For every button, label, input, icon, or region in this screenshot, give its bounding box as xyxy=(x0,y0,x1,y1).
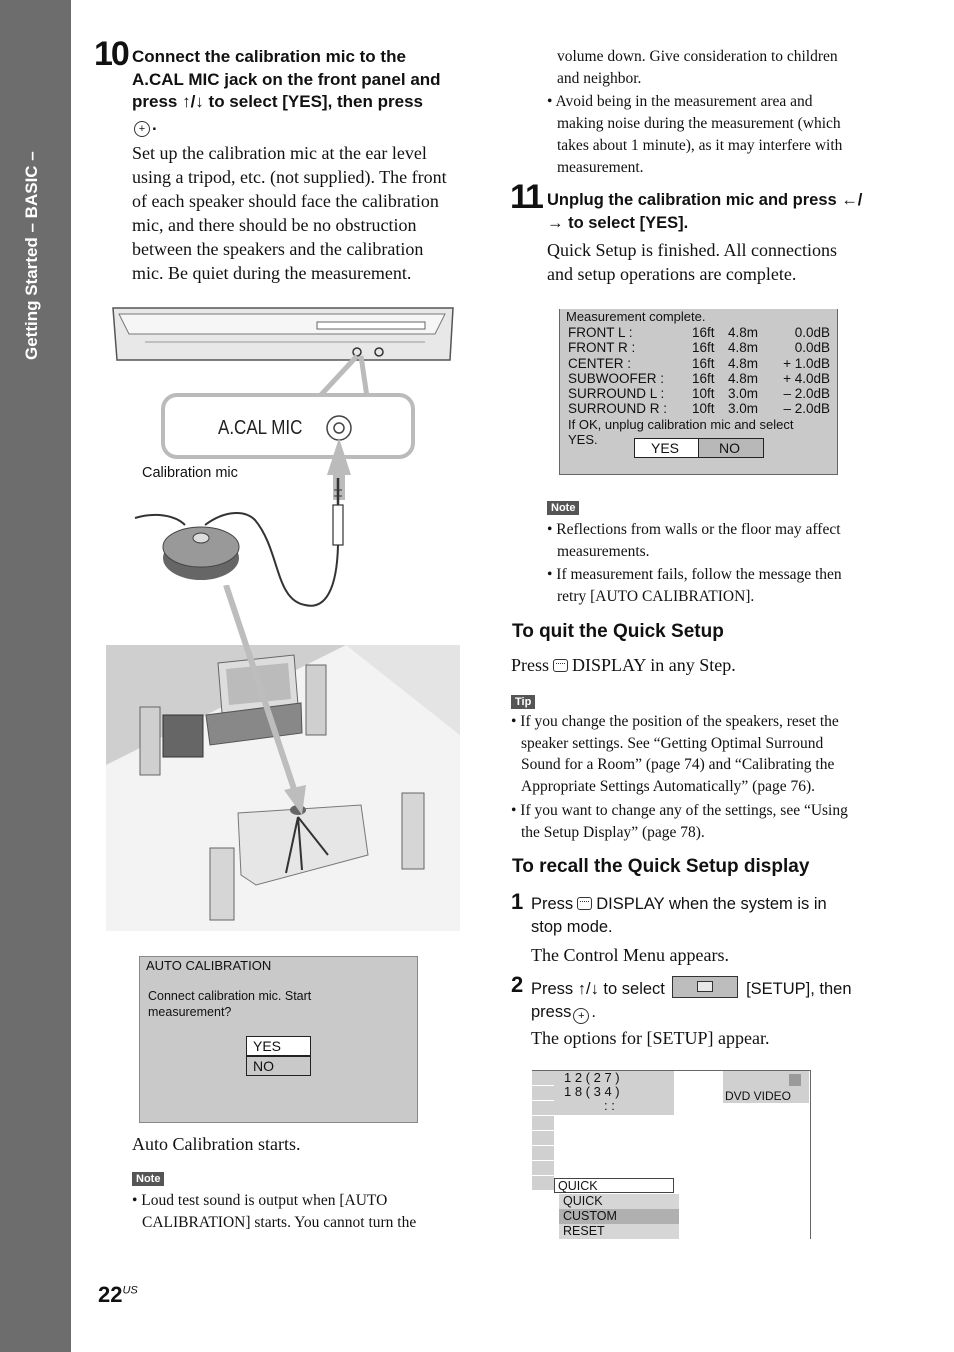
distance-ft-cell: 16ft xyxy=(692,340,715,356)
enter-button-icon: + xyxy=(134,121,150,137)
note-line: and neighbor. xyxy=(557,69,642,87)
distance-m-cell: 4.8m xyxy=(728,340,759,356)
section-label: Getting Started – BASIC – xyxy=(22,151,41,360)
note-line: CALIBRATION] starts. You cannot turn the xyxy=(142,1213,417,1231)
step-11-body xyxy=(547,238,892,286)
plug-icon xyxy=(333,505,343,545)
measurement-row xyxy=(568,325,834,340)
step-11-heading xyxy=(547,189,892,234)
distance-ft-cell: 16ft xyxy=(692,370,715,386)
tip-line: speaker settings. See “Getting Optimal Surround xyxy=(521,734,824,752)
heading-line: Unplug the calibration mic and press ←/ xyxy=(547,191,863,209)
level-cell: – 2.0dB xyxy=(783,386,830,402)
step-10-body xyxy=(132,141,477,285)
mode-panel xyxy=(723,1071,809,1103)
speaker-name-cell: SUBWOOFER : xyxy=(568,370,665,386)
note-line: • If measurement fails, follow the message then xyxy=(547,566,842,584)
quit-text xyxy=(511,653,736,677)
heading-line: press ↑/↓ to select [YES], then press xyxy=(132,92,423,111)
speaker-icon xyxy=(140,707,160,775)
jack-label: A.CAL MIC xyxy=(218,417,303,439)
distance-m-cell: 4.8m xyxy=(728,355,759,371)
body-line: using a tripod, etc. (not supplied). The front xyxy=(132,167,447,187)
mode-label: DVD VIDEO xyxy=(725,1089,792,1103)
body-line: mic. Be quiet during the measurement. xyxy=(132,263,412,283)
auto-cal-starts-text: Auto Calibration starts. xyxy=(132,1134,301,1154)
display-button-icon xyxy=(553,659,568,672)
quit-text-part: Press xyxy=(511,655,550,675)
heading-line: → to select [YES]. xyxy=(547,213,689,232)
measurement-row xyxy=(568,401,834,416)
no-button[interactable]: NO xyxy=(246,1056,311,1076)
note-1-continued xyxy=(547,46,887,178)
screen-title: AUTO CALIBRATION xyxy=(146,958,272,973)
page-number-wrap xyxy=(98,1282,138,1308)
speaker-name-cell: SURROUND R : xyxy=(568,401,668,417)
level-cell: – 2.0dB xyxy=(783,401,830,417)
distance-ft-cell: 10ft xyxy=(692,401,715,417)
note-line: • Avoid being in the measurement area and xyxy=(547,93,813,111)
distance-m-cell: 4.8m xyxy=(728,370,759,386)
message-line: Connect calibration mic. Start xyxy=(148,989,312,1003)
distance-ft-cell: 10ft xyxy=(692,386,715,402)
recall-step-2-result: The options for [SETUP] appear. xyxy=(531,1028,770,1048)
measurement-row xyxy=(568,371,834,386)
page-suffix: US xyxy=(122,1284,138,1297)
subwoofer-icon xyxy=(163,715,203,757)
speaker-icon xyxy=(306,665,326,735)
calibration-mic-illustration xyxy=(105,300,465,620)
distance-m-cell: 4.8m xyxy=(728,325,759,340)
footer-line: YES. xyxy=(568,432,598,447)
setup-options-list xyxy=(559,1194,679,1239)
no-button[interactable]: NO xyxy=(698,438,764,458)
disc-info-line: : : xyxy=(604,1098,615,1113)
note-tag: Note xyxy=(132,1172,164,1186)
note-line: making noise during the measurement (which xyxy=(557,115,841,133)
note-line: retry [AUTO CALIBRATION]. xyxy=(557,588,755,606)
speaker-name-cell: FRONT R : xyxy=(568,340,636,356)
selected-setup-option[interactable]: QUICK xyxy=(554,1178,674,1193)
yes-button[interactable]: YES xyxy=(634,438,699,458)
mode-indicator-icon xyxy=(789,1074,801,1086)
measurement-row xyxy=(568,340,834,355)
heading-line: A.CAL MIC jack on the front panel and xyxy=(132,69,441,89)
note-line: measurements. xyxy=(557,542,650,560)
body-line: and setup operations are complete. xyxy=(547,264,797,284)
tip-line: • If you change the position of the speakers, reset the xyxy=(511,713,839,730)
quit-heading: To quit the Quick Setup xyxy=(512,621,724,642)
measurement-table xyxy=(568,325,834,417)
menu-icon-column xyxy=(532,1071,554,1191)
tip-line: the Setup Display” (page 78). xyxy=(521,823,705,841)
step-text: stop mode. xyxy=(531,918,613,936)
speaker-name-cell: SURROUND L : xyxy=(568,386,665,402)
note-line: takes about 1 minute), as it may interfere with xyxy=(557,136,843,154)
recall-step-1 xyxy=(531,893,881,939)
setup-toolbox-icon xyxy=(672,976,738,998)
quit-text-part: DISPLAY in any Step. xyxy=(572,655,736,675)
tip-tag: Tip xyxy=(511,695,535,709)
step-text: Press ↑/↓ to select xyxy=(531,980,665,998)
disc-info xyxy=(554,1071,674,1115)
note-2 xyxy=(547,519,892,608)
step-11-number: 11 xyxy=(510,178,542,216)
speaker-icon xyxy=(210,848,234,920)
heading-line: Connect the calibration mic to the xyxy=(132,47,406,66)
distance-m-cell: 3.0m xyxy=(728,401,759,417)
option-reset[interactable]: RESET xyxy=(559,1224,679,1239)
recall-heading: To recall the Quick Setup display xyxy=(512,856,810,877)
screen-message xyxy=(148,988,311,1020)
note-line: • Reflections from walls or the floor may affect xyxy=(547,521,841,538)
page-number: 22 xyxy=(98,1282,123,1307)
disc-info-line: 1 8 ( 3 4 ) xyxy=(564,1084,620,1099)
step-text: Press xyxy=(531,895,574,913)
step-text: DISPLAY when the system is in xyxy=(596,895,827,913)
measurement-row xyxy=(568,386,834,401)
step-10-heading xyxy=(132,46,472,137)
footer-line: If OK, unplug calibration mic and select xyxy=(568,417,794,432)
message-line: measurement? xyxy=(148,1005,232,1019)
mic-label: Calibration mic xyxy=(142,465,238,481)
measurement-row xyxy=(568,356,834,371)
speaker-icon xyxy=(402,793,424,869)
speaker-name-cell: CENTER : xyxy=(568,355,632,371)
note-line: volume down. Give consideration to children xyxy=(557,48,838,65)
body-line: Quick Setup is finished. All connections xyxy=(547,240,837,260)
recall-step-2: Press ↑/↓ to select [SETUP], then press + . xyxy=(531,976,891,1024)
note-line: • Loud test sound is output when [AUTO xyxy=(132,1192,388,1209)
level-cell: 0.0dB xyxy=(794,340,830,356)
display-button-icon xyxy=(577,897,592,910)
option-quick[interactable]: QUICK xyxy=(559,1194,679,1209)
distance-ft-cell: 16ft xyxy=(692,355,715,371)
setup-screen xyxy=(532,1070,811,1239)
distance-m-cell: 3.0m xyxy=(728,386,759,402)
measurement-screen xyxy=(559,309,838,475)
note-1-left xyxy=(132,1190,472,1233)
jack-icon xyxy=(327,416,351,440)
auto-calibration-screen xyxy=(139,956,418,1123)
heading-line: . xyxy=(152,114,157,134)
disc-info-line: 1 2 ( 2 7 ) xyxy=(564,1070,620,1085)
room-illustration xyxy=(106,585,460,931)
option-custom[interactable]: CUSTOM xyxy=(559,1209,679,1224)
distance-ft-cell: 16ft xyxy=(692,325,715,340)
level-cell: 0.0dB xyxy=(794,325,830,340)
step-10-number: 10 xyxy=(94,35,128,73)
body-line: of each speaker should face the calibration xyxy=(132,191,439,211)
note-tag: Note xyxy=(547,501,579,515)
step-text: [SETUP], then xyxy=(746,980,852,998)
measurement-title: Measurement complete. xyxy=(566,309,706,324)
enter-button-icon: + xyxy=(573,1008,589,1024)
body-line: between the speakers and the calibration xyxy=(132,239,424,259)
step-text: press xyxy=(531,1003,572,1021)
body-line: mic, and there should be no obstruction xyxy=(132,215,417,235)
yes-button[interactable]: YES xyxy=(246,1036,311,1056)
tip-line: Appropriate Settings Automatically” (page 76). xyxy=(521,778,815,796)
recall-step-1-number: 1 xyxy=(511,889,522,914)
note-line: measurement. xyxy=(557,158,644,176)
body-line: Set up the calibration mic at the ear level xyxy=(132,143,427,163)
tip-list xyxy=(511,711,891,843)
tip-line: • If you want to change any of the settings, see “Using xyxy=(511,801,848,819)
tip-line: Sound for a Room” (page 74) and “Calibrating the xyxy=(521,756,835,774)
speaker-name-cell: FRONT L : xyxy=(568,325,633,340)
level-cell: + 4.0dB xyxy=(783,370,830,386)
recall-step-2-number: 2 xyxy=(511,972,522,997)
level-cell: + 1.0dB xyxy=(783,355,830,371)
recall-step-1-result: The Control Menu appears. xyxy=(531,945,729,965)
